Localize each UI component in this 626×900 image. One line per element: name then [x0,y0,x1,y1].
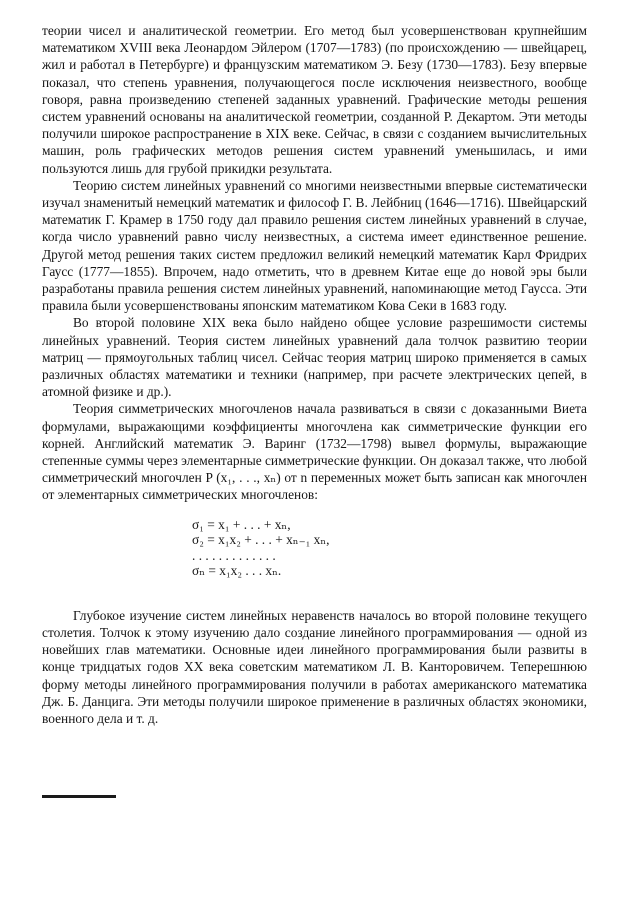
formula-sigma-n: σₙ = x₁x₂ . . . xₙ. [192,563,282,579]
paragraph-4: Теория симметрических многочленов начала развиваться в связи с доказанными Виета формулами, выражающими коэффициенты многочлена как симметрические функции его корней. Английский математик Э. Варинг (1732—1798) вывел формулы, выражающие степенные суммы через элементарные симметрические функции. Он доказал также, что любой симметрический многочлен P (x₁, . . ., xₙ) от n переменных может быть записан как многочлен от элементарных симметрических многочленов: [42,401,587,503]
paragraph-2: Теорию систем линейных уравнений со многими неизвестными впервые систематически изучал знаменитый немецкий математик и философ Г. В. Лейбниц (1646—1716). Швейцарский математик Г. Крамер в 1750 году дал правило решения систем линейных уравнений в случае, когда число уравнений равно числу неизвестных, а система имеет единственное решение. Другой метод решения таких систем предложил великий немецкий математик Карл Фридрих Гаусс (1777—1855). Впрочем, надо отметить, что в древнем Китае еще до новой эры были разработаны правила решения систем линейных уравнений, напоминающие метод Гаусса. Эти правила были усовершенствованы японским математиком Кова Секи в 1683 году. [42,177,587,314]
paragraph-5: Глубокое изучение систем линейных неравенств началось во второй половине текущего столетия. Толчок к этому изучению дало создание линейного программирования — одной из новейших глав математики. Основные идеи линейного программирования были развиты в конце тридцатых годов XX века советским математиком Л. В. Канторовичем. Теперешнюю форму методы линейного программирования получили в работах американского математика Дж. Б. Данцига. Эти методы получили широкое применение в различных областях экономики, военного дела и т. д. [42,607,587,726]
paragraph-1: теории чисел и аналитической геометрии. Его метод был усовершенствован крупнейшим математиком XVIII века Леонардом Эйлером (1707—1783) (по происхождению — швейцарец, жил и работал в Петербурге) и французским математиком Э. Безу (1730—1783). Безу впервые показал, что степень уравнения, получающегося после исключения неизвестного, вообще говоря, равна произведению степеней заданных уравнений. Графические методы решения систем уравнений основаны на аналитической геометрии, созданной Р. Декартом. Эти методы получили широкое распространение в XIX веке. Сейчас, в связи с созданием вычислительных машин, роль графических методов решения систем уравнений уменьшилась, и ими пользуются лишь для грубой прикидки результата. [42,23,587,176]
page-text [42,22,587,727]
formula-block [192,517,587,579]
paragraph-3: Во второй половине XIX века было найдено общее условие разрешимости системы линейных уравнений. Теория систем линейных уравнений дала толчок развитию теории матриц — прямоугольных таблиц чисел. Сейчас теория матриц широко применяется в самых различных областях математики и техники (например, при расчете электрических цепей, в атомной физике и др.). [42,315,587,400]
formula-ellipsis: . . . . . . . . . . . . . [192,547,276,563]
formula-sigma-2: σ₂ = x₁x₂ + . . . + xₙ₋₁ xₙ, [192,532,330,548]
formula-sigma-1: σ₁ = x₁ + . . . + xₙ, [192,516,291,532]
footnote-rule [42,795,116,798]
